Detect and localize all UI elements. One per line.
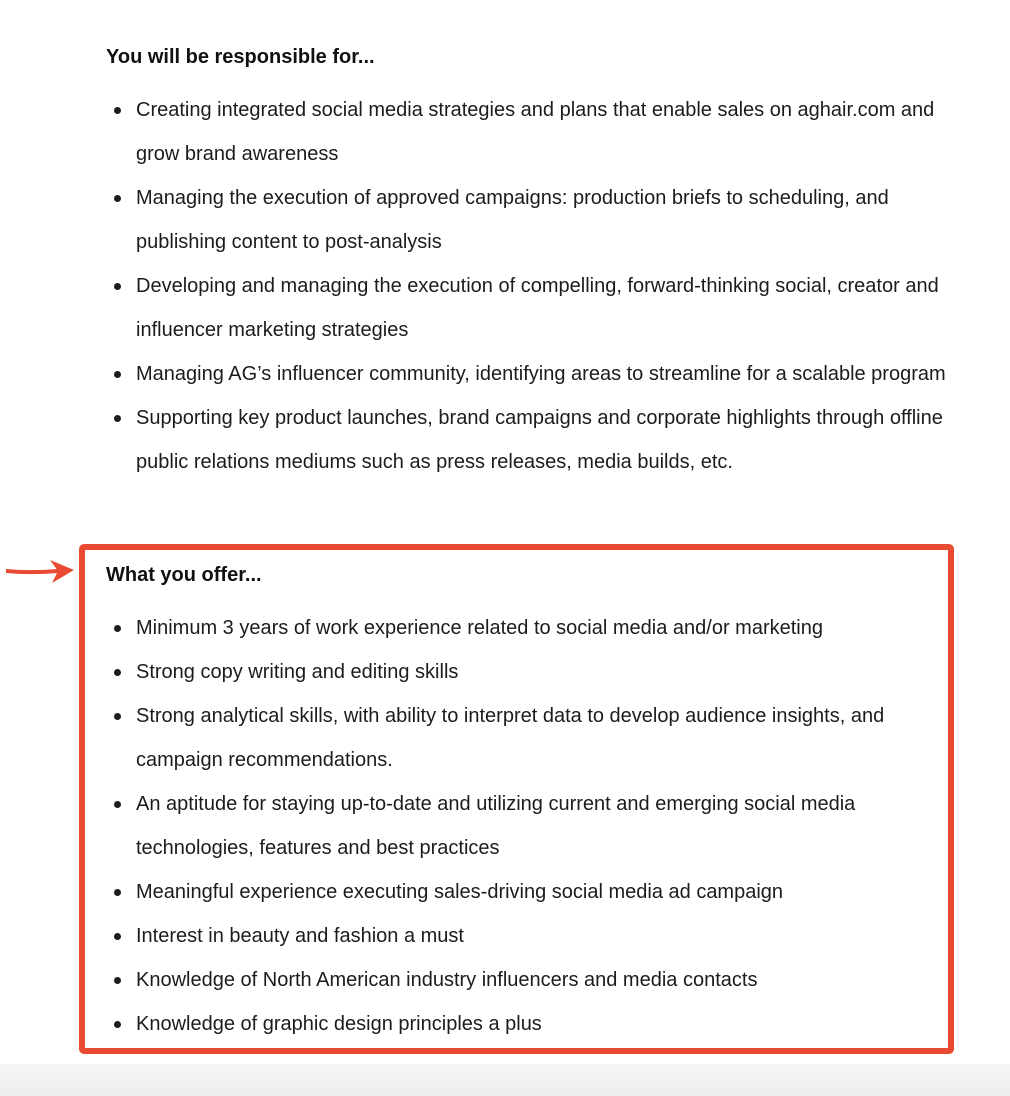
arrow-right-icon [6, 556, 76, 586]
responsibilities-heading: You will be responsible for... [106, 46, 375, 68]
bullet-icon [114, 977, 121, 984]
list-item: Managing AG’s influencer community, identifying areas to streamline for a scalable program [106, 352, 946, 396]
requirements-list [106, 606, 946, 1046]
list-item: Developing and managing the execution of compelling, forward-thinking social, creator and influencer marketing strategies [106, 264, 946, 352]
list-item: Knowledge of North American industry influencers and media contacts [106, 958, 946, 1002]
list-item: Managing the execution of approved campaigns: production briefs to scheduling, and publishing content to post-analysis [106, 176, 946, 264]
bullet-icon [114, 107, 121, 114]
requirements-heading: What you offer... [106, 564, 262, 586]
list-item: Strong analytical skills, with ability to interpret data to develop audience insights, and campaign recommendations. [106, 694, 946, 782]
bullet-icon [114, 195, 121, 202]
bullet-icon [114, 669, 121, 676]
list-item: Knowledge of graphic design principles a plus [106, 1002, 946, 1046]
bottom-bar [0, 1064, 1010, 1096]
list-item: Interest in beauty and fashion a must [106, 914, 946, 958]
bullet-icon [114, 283, 121, 290]
bullet-icon [114, 1021, 121, 1028]
list-item: An aptitude for staying up-to-date and utilizing current and emerging social media technologies, features and best practices [106, 782, 946, 870]
bullet-icon [114, 415, 121, 422]
bullet-icon [114, 371, 121, 378]
bullet-icon [114, 933, 121, 940]
bullet-icon [114, 713, 121, 720]
list-item: Supporting key product launches, brand campaigns and corporate highlights through offline public relations mediums such as press releases, media builds, etc. [106, 396, 946, 484]
bullet-icon [114, 889, 121, 896]
bullet-icon [114, 625, 121, 632]
requirements-section [106, 558, 946, 1046]
list-item: Strong copy writing and editing skills [106, 650, 946, 694]
list-item: Meaningful experience executing sales-driving social media ad campaign [106, 870, 946, 914]
bullet-icon [114, 801, 121, 808]
responsibilities-list [106, 88, 946, 484]
list-item: Minimum 3 years of work experience related to social media and/or marketing [106, 606, 946, 650]
list-item: Creating integrated social media strategies and plans that enable sales on aghair.com and grow brand awareness [106, 88, 946, 176]
responsibilities-section [106, 40, 946, 484]
